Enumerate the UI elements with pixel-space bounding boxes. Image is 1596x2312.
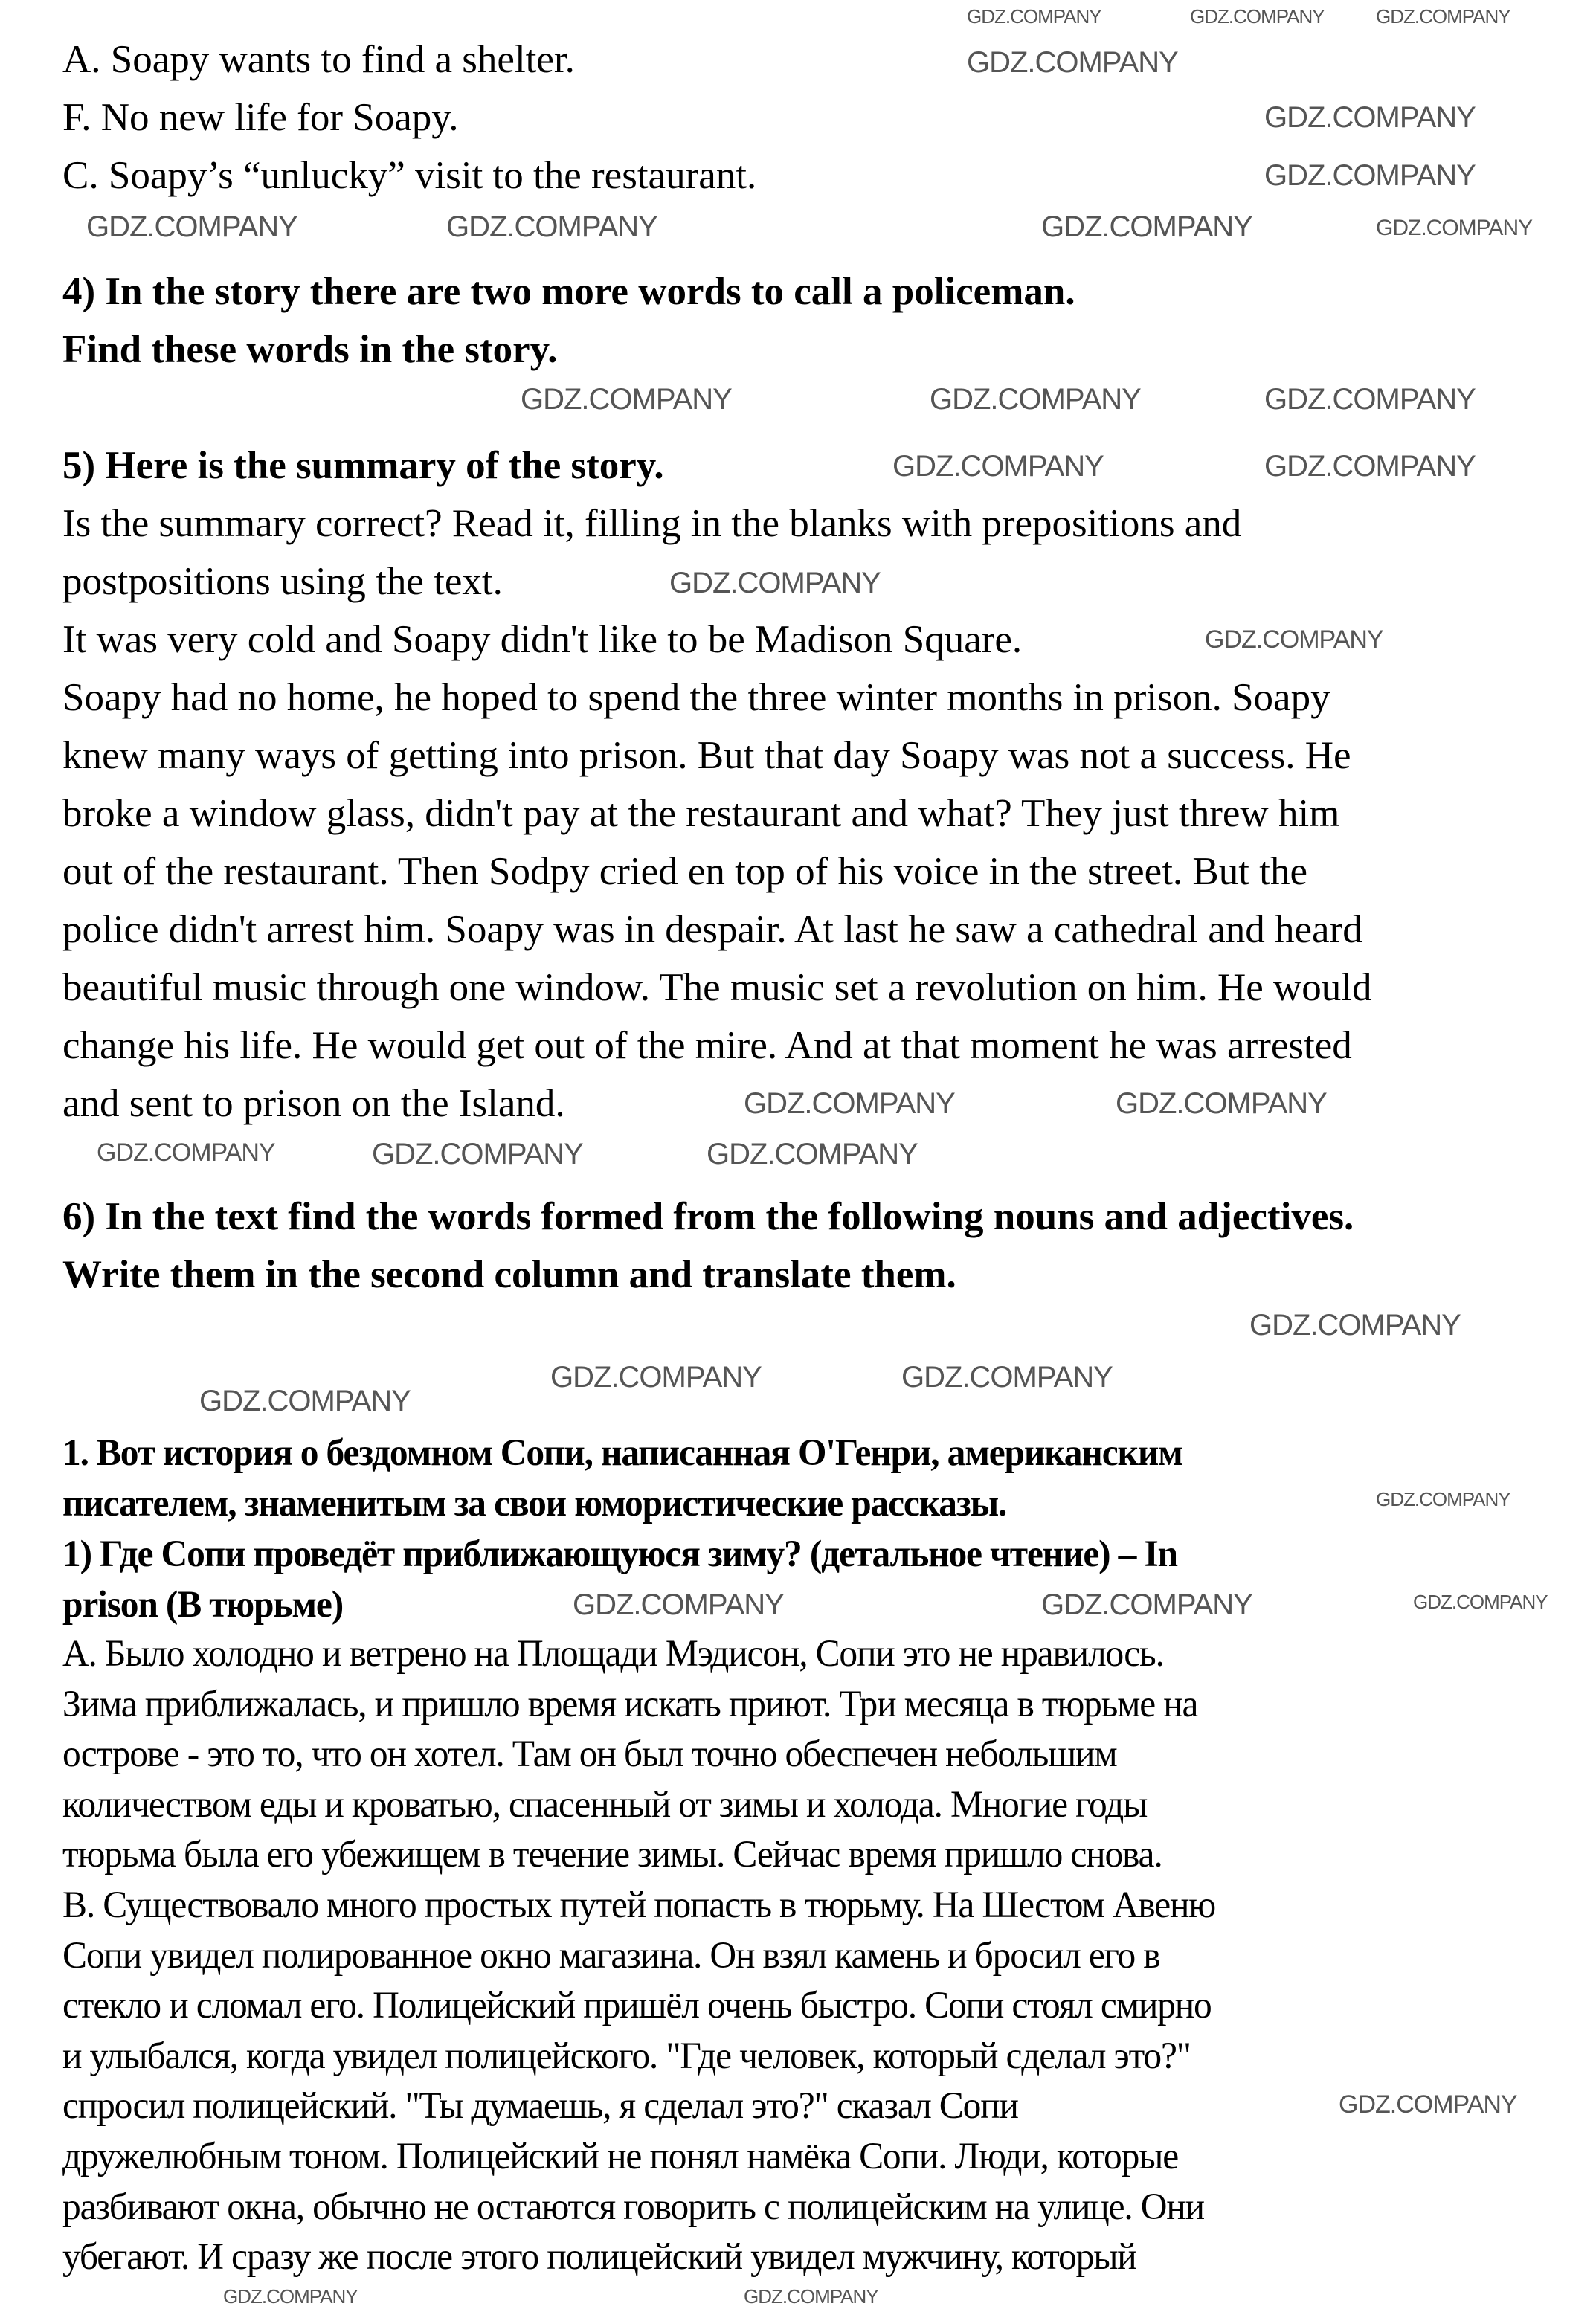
watermark: GDZ.COMPANY bbox=[744, 1087, 955, 1120]
translation-line: разбивают окна, обычно не остаются говорить с полицейским на улице. Они bbox=[62, 2186, 1204, 2228]
translation-line: дружелюбным тоном. Полицейский не понял намёка Сопи. Люди, которые bbox=[62, 2136, 1179, 2177]
watermark: GDZ.COMPANY bbox=[223, 2285, 358, 2308]
summary-line: It was very cold and Soapy didn't like to be Madison Square. bbox=[62, 618, 1023, 661]
order-item: A. Soapy wants to find a shelter. bbox=[62, 38, 575, 81]
watermark: GDZ.COMPANY bbox=[967, 5, 1101, 28]
watermark: GDZ.COMPANY bbox=[1041, 210, 1252, 243]
summary-line: and sent to prison on the Island. bbox=[62, 1082, 565, 1125]
watermark: GDZ.COMPANY bbox=[707, 1138, 918, 1171]
translation-line: спросил полицейский. "Ты думаешь, я сделал это?" сказал Сопи bbox=[62, 2085, 1018, 2128]
summary-line: postpositions using the text. bbox=[62, 560, 503, 603]
watermark: GDZ.COMPANY bbox=[97, 1139, 275, 1167]
watermark: GDZ.COMPANY bbox=[1041, 1588, 1252, 1621]
russian-heading: 1. Вот история о бездомном Сопи, написанная О'Генри, американским bbox=[62, 1432, 1182, 1474]
russian-question: prison (В тюрьме) bbox=[62, 1584, 344, 1626]
translation-line: Зима приближалась, и пришло время искать приют. Три месяца в тюрьме на bbox=[62, 1683, 1198, 1725]
translation-line: и улыбался, когда увидел полицейского. "Где человек, который сделал это?" bbox=[62, 2035, 1191, 2077]
watermark: GDZ.COMPANY bbox=[1376, 1488, 1510, 1510]
watermark: GDZ.COMPANY bbox=[1190, 5, 1325, 28]
watermark: GDZ.COMPANY bbox=[199, 1385, 411, 1417]
watermark: GDZ.COMPANY bbox=[1264, 159, 1476, 192]
watermark: GDZ.COMPANY bbox=[930, 383, 1141, 416]
watermark: GDZ.COMPANY bbox=[1116, 1087, 1327, 1120]
watermark: GDZ.COMPANY bbox=[1376, 5, 1510, 28]
order-item: F. No new life for Soapy. bbox=[62, 96, 459, 139]
translation-line: убегают. И сразу же после этого полицейский увидел мужчину, который bbox=[62, 2236, 1136, 2279]
watermark: GDZ.COMPANY bbox=[521, 383, 732, 416]
translation-line: В. Существовало много простых путей попасть в тюрьму. На Шестом Авеню bbox=[62, 1884, 1216, 1926]
watermark: GDZ.COMPANY bbox=[573, 1588, 784, 1621]
watermark: GDZ.COMPANY bbox=[744, 2285, 878, 2308]
watermark: GDZ.COMPANY bbox=[1205, 625, 1383, 654]
watermark: GDZ.COMPANY bbox=[550, 1361, 762, 1394]
watermark: GDZ.COMPANY bbox=[1339, 2090, 1517, 2119]
task6-heading: Write them in the second column and translate them. bbox=[62, 1253, 956, 1296]
watermark: GDZ.COMPANY bbox=[1376, 216, 1533, 240]
order-item: C. Soapy’s “unlucky” visit to the restaurant. bbox=[62, 154, 757, 197]
summary-line: beautiful music through one window. The music set a revolution on him. He would bbox=[62, 966, 1372, 1009]
translation-line: стекло и сломал его. Полицейский пришёл очень быстро. Сопи стоял смирно bbox=[62, 1985, 1212, 2027]
summary-line: out of the restaurant. Then Sodpy cried en top of his voice in the street. But the bbox=[62, 850, 1308, 893]
task6-heading: 6) In the text find the words formed from the following nouns and adjectives. bbox=[62, 1195, 1354, 1238]
translation-line: количеством еды и кроватью, спасенный от зимы и холода. Многие годы bbox=[62, 1783, 1148, 1826]
summary-line: police didn't arrest him. Soapy was in despair. At last he saw a cathedral and heard bbox=[62, 908, 1362, 951]
watermark: GDZ.COMPANY bbox=[446, 210, 657, 243]
summary-line: change his life. He would get out of the mire. And at that moment he was arrested bbox=[62, 1024, 1352, 1067]
summary-line: Is the summary correct? Read it, filling in the blanks with prepositions and bbox=[62, 502, 1242, 545]
task4-heading: Find these words in the story. bbox=[62, 328, 558, 371]
watermark: GDZ.COMPANY bbox=[669, 567, 881, 599]
watermark: GDZ.COMPANY bbox=[1264, 450, 1476, 483]
russian-heading: писателем, знаменитым за свои юмористические рассказы. bbox=[62, 1483, 1007, 1524]
watermark: GDZ.COMPANY bbox=[1264, 101, 1476, 134]
summary-line: knew many ways of getting into prison. But that day Soapy was not a success. He bbox=[62, 734, 1351, 777]
translation-line: А. Было холодно и ветрено на Площади Мэдисон, Сопи это не нравилось. bbox=[62, 1633, 1164, 1675]
translation-line: тюрьма была его убежищем в течение зимы. Сейчас время пришло снова. bbox=[62, 1834, 1162, 1876]
watermark: GDZ.COMPANY bbox=[1249, 1309, 1461, 1342]
watermark: GDZ.COMPANY bbox=[86, 210, 297, 243]
summary-line: broke a window glass, didn't pay at the restaurant and what? They just threw him bbox=[62, 792, 1340, 835]
watermark: GDZ.COMPANY bbox=[1264, 383, 1476, 416]
watermark: GDZ.COMPANY bbox=[967, 46, 1178, 79]
task4-heading: 4) In the story there are two more words to call a policeman. bbox=[62, 270, 1075, 313]
watermark: GDZ.COMPANY bbox=[901, 1361, 1113, 1394]
russian-question: 1) Где Сопи проведёт приближающуюся зиму? (детальное чтение) – In bbox=[62, 1533, 1177, 1575]
watermark: GDZ.COMPANY bbox=[892, 450, 1104, 483]
watermark: GDZ.COMPANY bbox=[372, 1138, 583, 1171]
translation-line: Сопи увидел полированное окно магазина. Он взял камень и бросил его в bbox=[62, 1934, 1160, 1977]
task5-heading: 5) Here is the summary of the story. bbox=[62, 444, 664, 487]
watermark: GDZ.COMPANY bbox=[1413, 1591, 1548, 1613]
translation-line: острове - это то, что он хотел. Там он был точно обеспечен небольшим bbox=[62, 1733, 1117, 1776]
summary-line: Soapy had no home, he hoped to spend the three winter months in prison. Soapy bbox=[62, 676, 1330, 719]
